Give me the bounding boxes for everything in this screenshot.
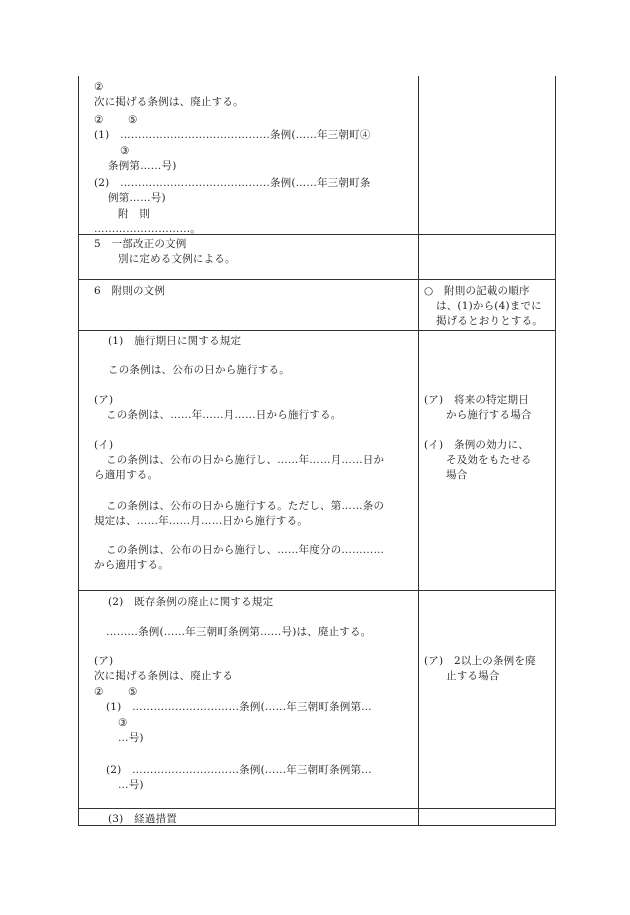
note-line: 止する場合 <box>446 670 500 682</box>
subsection-heading: (2) 既存条例の廃止に関する規定 <box>108 596 274 608</box>
row-divider-3 <box>78 330 556 331</box>
text-line: 次に掲げる条例は、廃止する <box>94 670 234 682</box>
text-line: (2) ……………………………………条例(……年三朝町条 <box>94 177 371 189</box>
item-marker: (ア) <box>94 655 114 667</box>
text-line: …号) <box>118 732 144 744</box>
text-line: 規定は、……年……月……日から施行する。 <box>94 515 308 527</box>
text-line: (1) …………………………条例(……年三朝町条例第… <box>106 701 372 713</box>
text-line: から適用する。 <box>94 559 169 571</box>
subsection-heading: (3) 経過措置 <box>108 813 177 825</box>
note-line: (イ) 条例の効力に、 <box>424 439 529 451</box>
text-line: 条例第……号) <box>108 160 177 172</box>
row-divider-2 <box>78 279 556 280</box>
note-line: 場合 <box>446 469 468 481</box>
note-line: (ア) 将来の特定期日 <box>424 394 529 406</box>
text-line: …号) <box>118 779 144 791</box>
section-heading: 5 一部改正の文例 <box>94 238 187 250</box>
text-line: (1) ……………………………………条例(……年三朝町④ <box>94 129 371 141</box>
text-line: (2) …………………………条例(……年三朝町条例第… <box>106 764 372 776</box>
circled-note: ③ <box>120 145 130 157</box>
note-line: そ及効をもたせる <box>446 454 532 466</box>
heading-fusoku: 附 則 <box>118 208 151 220</box>
circled-note: ⑤ <box>128 686 138 698</box>
circled-note: ⑤ <box>128 114 138 126</box>
text-line: 別に定める文例による。 <box>118 253 236 265</box>
row-divider-5 <box>78 808 556 809</box>
item-marker: (ア) <box>94 394 114 406</box>
item-marker: (イ) <box>94 439 114 451</box>
table-border-right <box>555 76 556 826</box>
circled-note: ③ <box>118 717 128 729</box>
text-line: この条例は、公布の日から施行する。 <box>108 364 290 376</box>
note-line: から施行する場合 <box>446 409 532 421</box>
circled-note: ② <box>94 81 104 93</box>
table-border-middle <box>418 76 419 826</box>
text-line: この条例は、公布の日から施行し、……年……月……日か <box>106 454 385 466</box>
table-border-left <box>78 76 79 826</box>
text-line: ………条例(……年三朝町条例第……号)は、廃止する。 <box>106 626 372 638</box>
circled-note: ② <box>94 114 104 126</box>
row-divider-4 <box>78 590 556 591</box>
text-line: この条例は、公布の日から施行する。ただし、第……条の <box>106 500 385 512</box>
note-line: 掲げるとおりとする。 <box>436 315 543 327</box>
subsection-heading: (1) 施行期日に関する規定 <box>108 335 242 347</box>
text-line: ………………………。 <box>94 223 201 235</box>
text-line: この条例は、公布の日から施行し、……年度分の………… <box>106 544 385 556</box>
text-line: 例第……号) <box>108 192 166 204</box>
circled-note: ② <box>94 686 104 698</box>
note-line: ○ 附則の記載の順序 <box>424 285 530 297</box>
note-line: は、(1)から(4)までに <box>436 300 542 312</box>
text-line: ら適用する。 <box>94 469 159 481</box>
text-line: 次に掲げる条例は、廃止する。 <box>94 96 244 108</box>
text-line: この条例は、……年……月……日から施行する。 <box>106 409 342 421</box>
note-line: (ア) 2以上の条例を廃 <box>424 655 536 667</box>
section-heading: 6 附則の文例 <box>94 285 166 297</box>
